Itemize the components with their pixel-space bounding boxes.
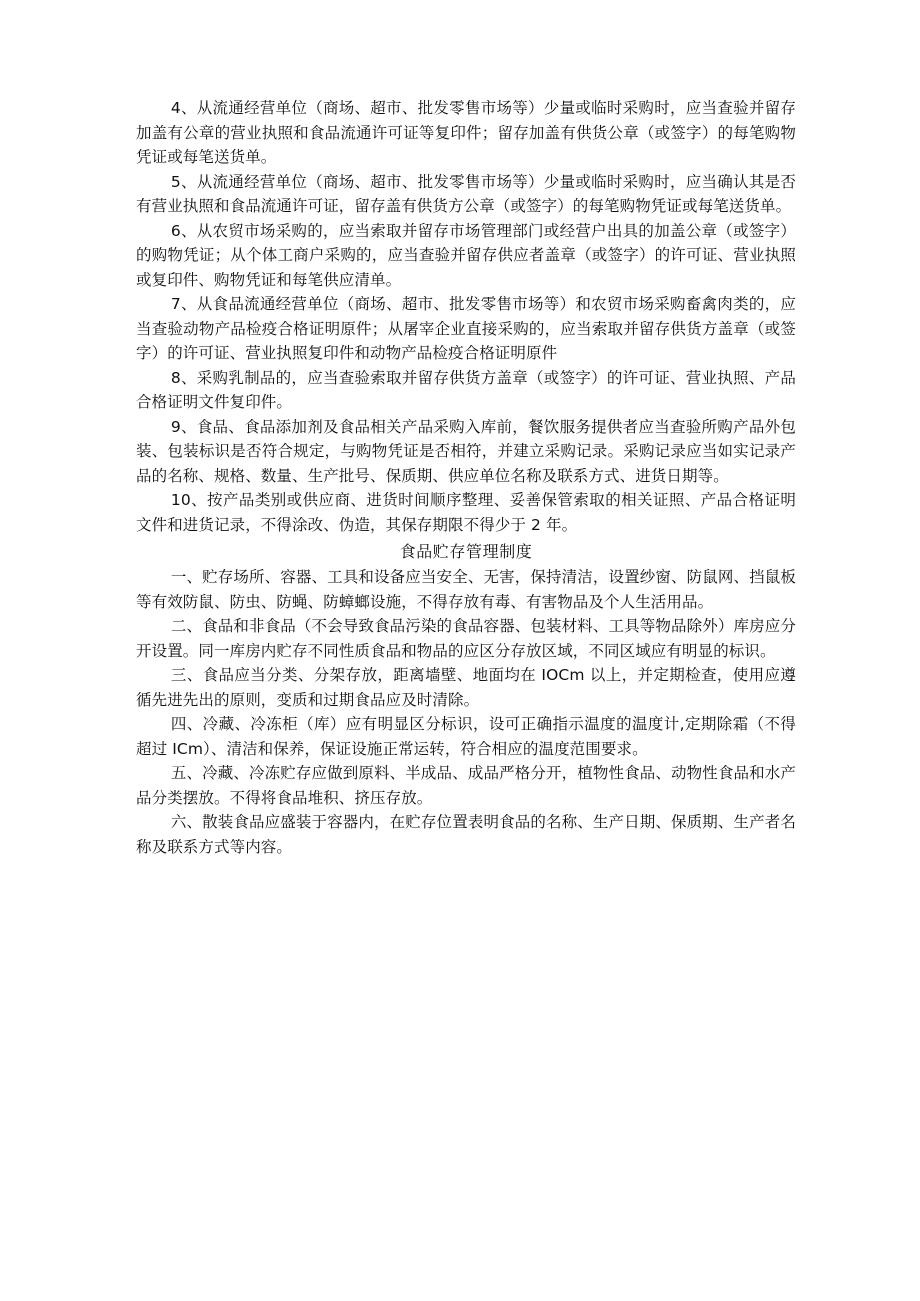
document-page <box>136 96 796 859</box>
purchase-rule-4: 4、从流通经营单位（商场、超市、批发零售市场等）少量或临时采购时，应当查验并留存加盖有公章的营业执照和食品流通许可证等复印件；留存加盖有供货公章（或签字）的每笔购物凭证或每笔送货单。 <box>136 99 796 166</box>
storage-rule-6: 六、散装食品应盛装于容器内，在贮存位置表明食品的名称、生产日期、保质期、生产者名称及联系方式等内容。 <box>136 813 796 856</box>
storage-rule-2: 二、食品和非食品（不会导致食品污染的食品容器、包装材料、工具等物品除外）库房应分开设置。同一库房内贮存不同性质食品和物品的应区分存放区域，不同区域应有明显的标识。 <box>136 617 796 660</box>
purchase-rule-7: 7、从食品流通经营单位（商场、超市、批发零售市场等）和农贸市场采购畜禽肉类的，应当查验动物产品检疫合格证明原件；从屠宰企业直接采购的，应当索取并留存供货方盖章（或签字）的许可证、营业执照复印件和动物产品检疫合格证明原件 <box>136 295 796 362</box>
section-title: 食品贮存管理制度 <box>399 542 533 561</box>
storage-rule-1: 一、贮存场所、容器、工具和设备应当安全、无害，保持清洁，设置纱窗、防鼠网、挡鼠板等有效防鼠、防虫、防蝇、防蟑螂设施，不得存放有毒、有害物品及个人生活用品。 <box>136 568 796 611</box>
purchase-rule-10: 10、按产品类别或供应商、进货时间顺序整理、妥善保管索取的相关证照、产品合格证明文件和进货记录，不得涂改、伪造，其保存期限不得少于 2 年。 <box>136 491 796 534</box>
purchase-rule-5: 5、从流通经营单位（商场、超市、批发零售市场等）少量或临时采购时，应当确认其是否有营业执照和食品流通许可证，留存盖有供货方公章（或签字）的每笔购物凭证或每笔送货单。 <box>136 172 796 215</box>
storage-rule-5: 五、冷藏、冷冻贮存应做到原料、半成品、成品严格分开，植物性食品、动物性食品和水产品分类摆放。不得将食品堆积、挤压存放。 <box>136 764 796 807</box>
storage-rule-4: 四、冷藏、冷冻柜（库）应有明显区分标识，设可正确指示温度的温度计,定期除霜（不得超过 ICm）、清洁和保养，保证设施正常运转，符合相应的温度范围要求。 <box>136 715 796 758</box>
purchase-rule-8: 8、采购乳制品的，应当查验索取并留存供货方盖章（或签字）的许可证、营业执照、产品合格证明文件复印件。 <box>136 368 796 411</box>
storage-rule-3: 三、食品应当分类、分架存放，距离墙壁、地面均在 IOCm 以上，并定期检查，使用应遵循先进先出的原则，变质和过期食品应及时清除。 <box>136 666 796 709</box>
purchase-rule-9: 9、食品、食品添加剂及食品相关产品采购入库前，餐饮服务提供者应当查验所购产品外包装、包装标识是否符合规定，与购物凭证是否相符，并建立采购记录。采购记录应当如实记录产品的名称、规格、数量、生产批号、保质期、供应单位名称及联系方式、进货日期等。 <box>136 417 796 485</box>
purchase-rule-6: 6、从农贸市场采购的，应当索取并留存市场管理部门或经营户出具的加盖公章（或签字）的购物凭证；从个体工商户采购的，应当查验并留存供应者盖章（或签字）的许可证、营业执照或复印件、购物凭证和每笔供应清单。 <box>136 221 796 289</box>
